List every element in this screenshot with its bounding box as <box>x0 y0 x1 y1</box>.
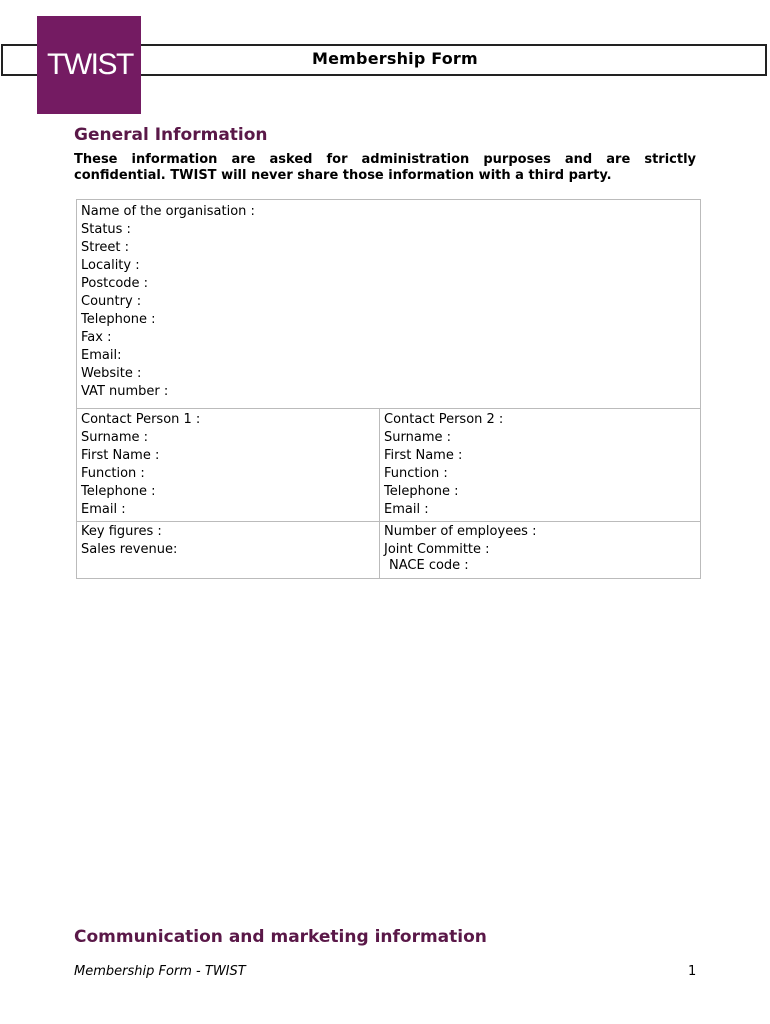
page-number: 1 <box>688 964 697 979</box>
joint-committee-field[interactable]: Joint Committe : <box>384 542 490 557</box>
footer-label: Membership Form - TWIST <box>74 964 246 979</box>
field-website[interactable]: Website : <box>81 366 142 381</box>
contact1-heading: Contact Person 1 : <box>81 412 201 427</box>
membership-form-table <box>76 199 701 579</box>
field-telephone[interactable]: Telephone : <box>81 312 156 327</box>
contact1-surname[interactable]: Surname : <box>81 430 148 445</box>
contact1-first-name[interactable]: First Name : <box>81 448 160 463</box>
field-fax[interactable]: Fax : <box>81 330 112 345</box>
figures-row <box>77 521 700 578</box>
company-info <box>380 522 700 578</box>
contact1-function[interactable]: Function : <box>81 466 145 481</box>
twist-logo <box>37 16 141 114</box>
contact-person-1 <box>77 409 380 521</box>
field-country[interactable]: Country : <box>81 294 142 309</box>
marketing-heading: Communication and marketing information <box>74 927 487 947</box>
field-email[interactable]: Email: <box>81 348 122 363</box>
field-status[interactable]: Status : <box>81 222 131 237</box>
contact1-email[interactable]: Email : <box>81 502 126 517</box>
employees-field[interactable]: Number of employees : <box>384 524 537 539</box>
page-title: Membership Form <box>312 49 478 68</box>
field-organisation-name[interactable]: Name of the organisation : <box>81 204 255 219</box>
nace-code-field[interactable]: NACE code : <box>389 558 469 573</box>
general-information-heading: General Information <box>74 125 268 145</box>
field-vat-number[interactable]: VAT number : <box>81 384 169 399</box>
sales-revenue-field[interactable]: Sales revenue: <box>81 542 178 557</box>
logo-text: TWIST <box>47 48 133 81</box>
contacts-row <box>77 408 700 521</box>
field-street[interactable]: Street : <box>81 240 130 255</box>
contact2-surname[interactable]: Surname : <box>384 430 451 445</box>
intro-text: These information are asked for administration purposes and are strictly confidential. TWIST will never share those information with a third party. <box>74 152 696 183</box>
contact2-function[interactable]: Function : <box>384 466 448 481</box>
contact2-email[interactable]: Email : <box>384 502 429 517</box>
contact1-telephone[interactable]: Telephone : <box>81 484 156 499</box>
contact2-telephone[interactable]: Telephone : <box>384 484 459 499</box>
key-figures <box>77 522 380 578</box>
key-figures-label: Key figures : <box>81 524 162 539</box>
field-postcode[interactable]: Postcode : <box>81 276 149 291</box>
field-locality[interactable]: Locality : <box>81 258 140 273</box>
contact2-first-name[interactable]: First Name : <box>384 448 463 463</box>
organisation-block <box>77 200 700 408</box>
contact-person-2 <box>380 409 700 521</box>
contact2-heading: Contact Person 2 : <box>384 412 504 427</box>
